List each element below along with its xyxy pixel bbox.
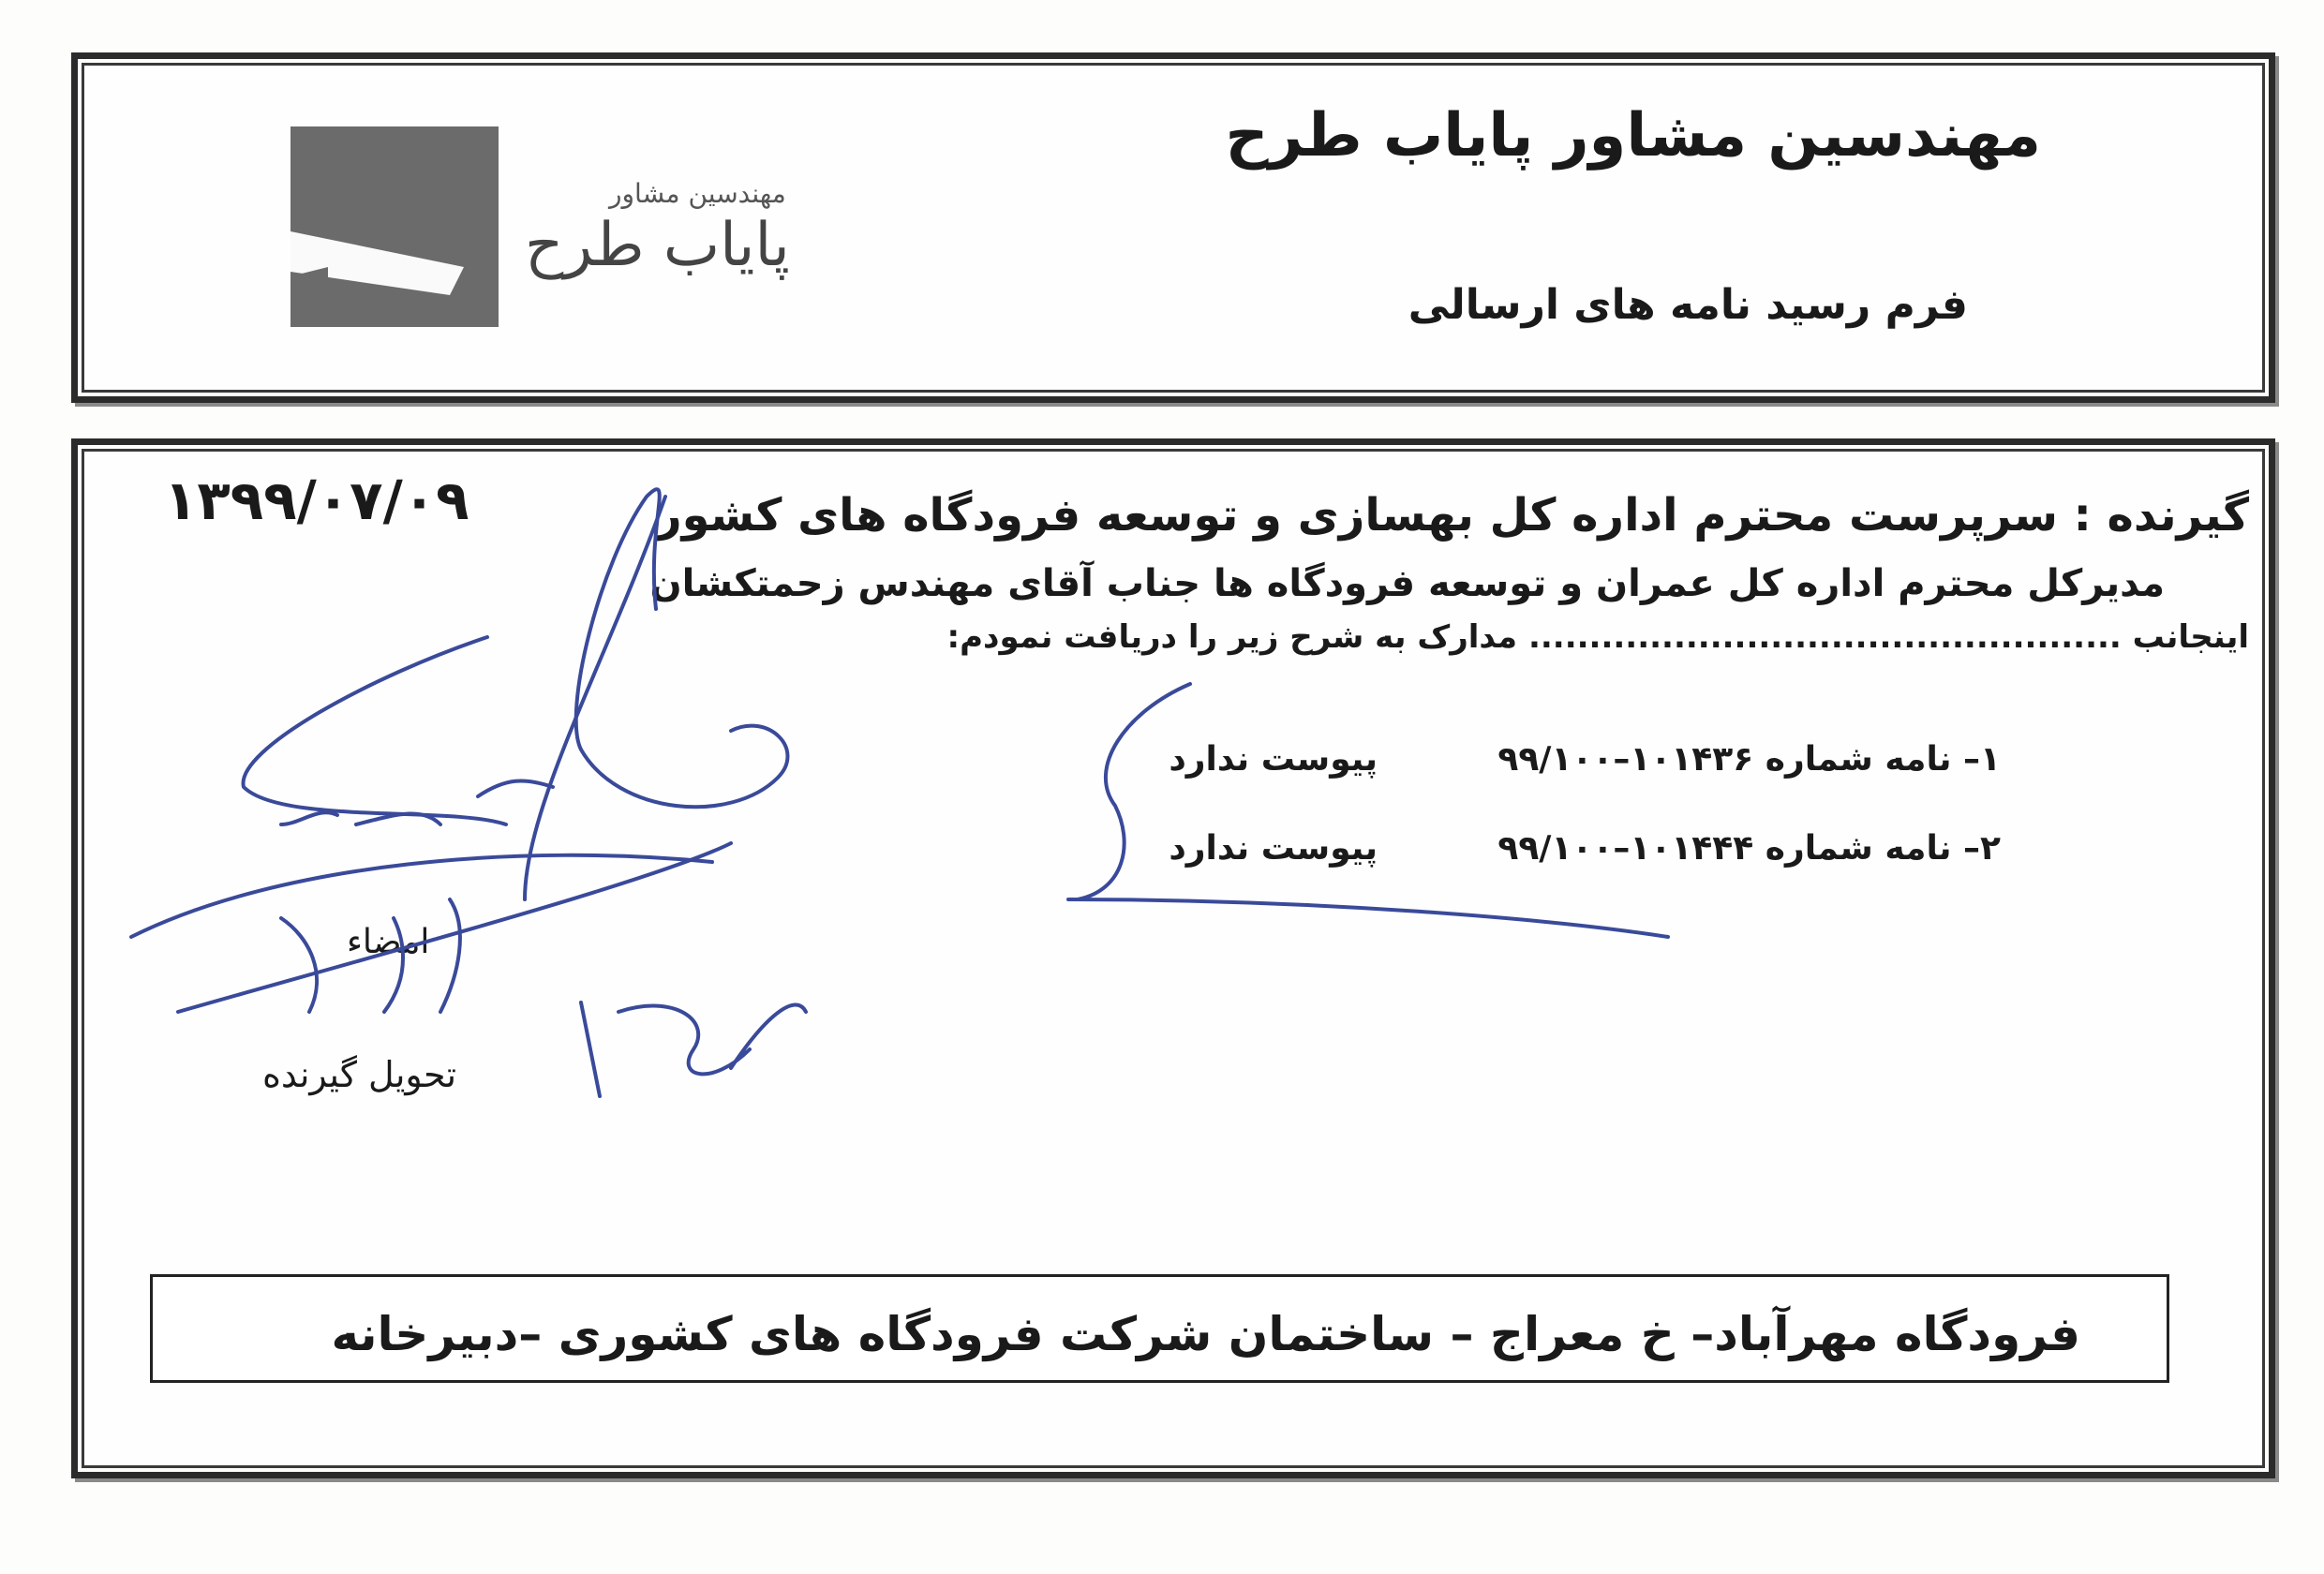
signature-label: امضاء bbox=[347, 923, 430, 961]
logo-small-text: مهندسین مشاور bbox=[609, 178, 786, 209]
recipient-line: گیرنده : سرپرست محترم اداره کل بهسازی و توسعه فرودگاه های کشور bbox=[655, 489, 2249, 542]
document-date: ۱۳۹۹/۰۷/۰۹ bbox=[164, 468, 469, 532]
company-title: مهندسین مشاور پایاب طرح bbox=[1225, 101, 2041, 171]
letter-item-attachment: پیوست ندارد bbox=[1169, 829, 1378, 868]
letter-item-number: ۱– نامه شماره ۱۰۱۴۳۶–۹۹/۱۰۰ bbox=[1497, 740, 2001, 779]
company-logo-icon bbox=[290, 126, 499, 327]
receiver-label: تحویل گیرنده bbox=[262, 1054, 457, 1095]
receipt-statement: اینجانب ................................................. مدارک به شرح زیر را دریافت نمودم: bbox=[946, 618, 2249, 656]
letter-item-number: ۲– نامه شماره ۱۰۱۴۴۴–۹۹/۱۰۰ bbox=[1497, 829, 2001, 868]
form-title: فرم رسید نامه های ارسالی bbox=[1408, 281, 1968, 329]
logo-big-text: پایاب طرح bbox=[525, 211, 790, 280]
letter-item-attachment: پیوست ندارد bbox=[1169, 740, 1378, 779]
manager-line: مدیرکل محترم اداره کل عمران و توسعه فرودگاه ها جناب آقای مهندس زحمتکشان bbox=[649, 562, 2165, 605]
address-text: فرودگاه مهرآباد– خ معراج – ساختمان شرکت فرودگاه های کشوری –دبیرخانه bbox=[331, 1307, 2080, 1361]
